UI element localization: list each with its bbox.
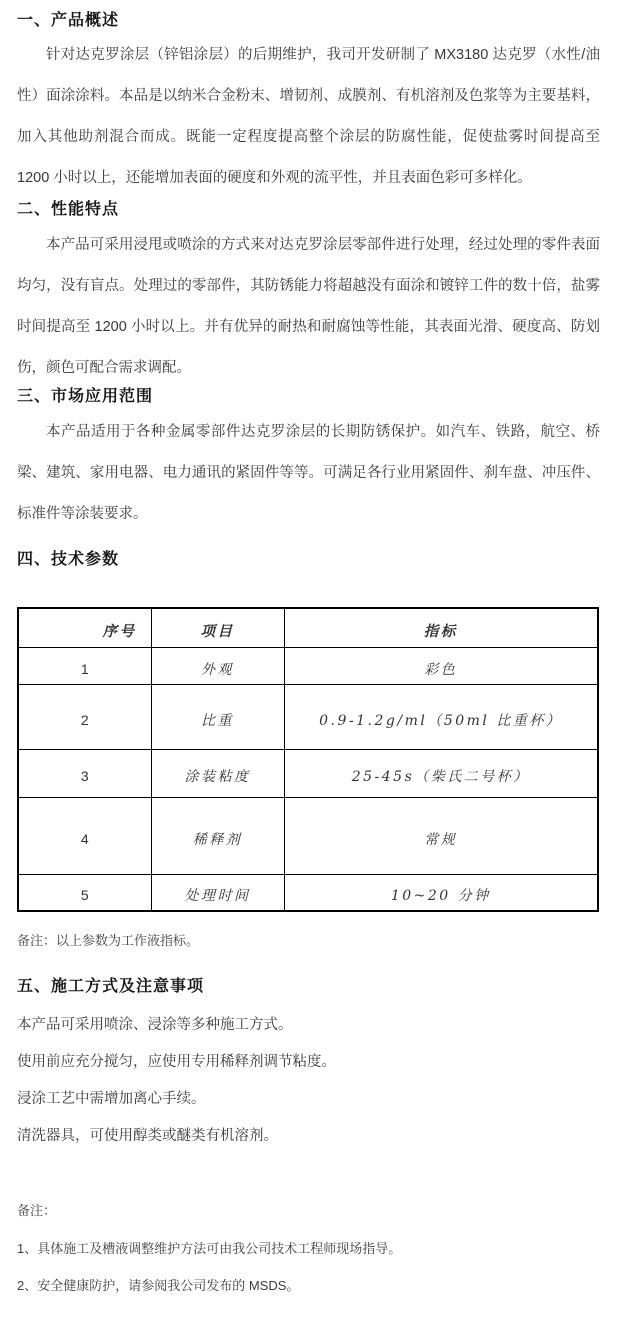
table-cell-no: 1 <box>18 647 151 684</box>
table-header-item: 项目 <box>151 608 284 647</box>
table-row <box>18 647 598 684</box>
table-row <box>18 749 598 797</box>
application-method-line: 使用前应充分搅匀，应使用专用稀释剂调节粘度。 <box>17 1054 336 1070</box>
footer-note-item: 1、具体施工及槽液调整维护方法可由我公司技术工程师现场指导。 <box>17 1241 402 1256</box>
table-cell-item: 稀释剂 <box>151 797 284 874</box>
table-cell-value: 10~20 分钟 <box>284 874 598 911</box>
table-cell-item: 处理时间 <box>151 874 284 911</box>
table-cell-no: 4 <box>18 797 151 874</box>
section-heading-performance-features: 二、性能特点 <box>17 201 120 218</box>
table-row <box>18 874 598 911</box>
tech-params-table <box>17 607 599 912</box>
section-heading-technical-parameters: 四、技术参数 <box>17 551 120 568</box>
table-cell-item: 涂装粘度 <box>151 749 284 797</box>
table-cell-no: 3 <box>18 749 151 797</box>
section-heading-market-applications: 三、市场应用范围 <box>17 388 154 405</box>
table-cell-item: 比重 <box>151 684 284 749</box>
table-cell-no: 2 <box>18 684 151 749</box>
paragraph-product-overview: 针对达克罗涂层（锌铝涂层）的后期维护，我司开发研制了 MX3180 达克罗（水性/油性）面涂涂料。本品是以纳米合金粉末、增韧剂、成膜剂、有机溶剂及色浆等为主要基料，加入其他助剂混合而成。既能一定程度提高整个涂层的防腐性能，促使盐雾时间提高至 1200 小时以上，还能增加表面的硬度和外观的流平性，并且表面色彩可多样化。 <box>17 47 600 186</box>
application-method-line: 浸涂工艺中需增加离心手续。 <box>17 1091 206 1107</box>
table-header-indicator: 指标 <box>284 608 598 647</box>
table-cell-value: 彩色 <box>284 647 598 684</box>
table-header-seq: 序号 <box>18 608 151 647</box>
table-cell-value: 常规 <box>284 797 598 874</box>
application-method-line: 清洗器具，可使用醇类或醚类有机溶剂。 <box>17 1128 278 1144</box>
section-heading-product-overview: 一、产品概述 <box>17 12 120 29</box>
paragraph-performance-features: 本产品可采用浸甩或喷涂的方式来对达克罗涂层零部件进行处理，经过处理的零件表面均匀，没有盲点。处理过的零部件，其防锈能力将超越没有面涂和镀锌工件的数十倍，盐雾时间提高至 1200 小时以上。并有优异的耐热和耐腐蚀等性能，其表面光滑、硬度高、防划伤，颜色可配合需求调配。 <box>17 237 600 376</box>
application-method-line: 本产品可采用喷涂、浸涂等多种施工方式。 <box>17 1017 293 1033</box>
table-cell-item: 外观 <box>151 647 284 684</box>
table-header-row <box>18 608 598 647</box>
table-footnote: 备注：以上参数为工作液指标。 <box>17 933 200 948</box>
table-cell-value: 25-45s（柴氏二号杯） <box>284 749 598 797</box>
table-cell-value: 0.9-1.2g/ml（50ml 比重杯） <box>284 684 598 749</box>
footer-note-item: 2、安全健康防护，请参阅我公司发布的 MSDS。 <box>17 1278 300 1293</box>
paragraph-market-applications: 本产品适用于各种金属零部件达克罗涂层的长期防锈保护。如汽车、铁路，航空、桥梁、建筑、家用电器、电力通讯的紧固件等等。可满足各行业用紧固件、刹车盘、冲压件、标准件等涂装要求。 <box>17 424 600 522</box>
table-row <box>18 797 598 874</box>
table-row <box>18 684 598 749</box>
section-heading-application-methods: 五、施工方式及注意事项 <box>17 978 205 995</box>
footer-notes-title: 备注： <box>17 1203 57 1218</box>
table-cell-no: 5 <box>18 874 151 911</box>
